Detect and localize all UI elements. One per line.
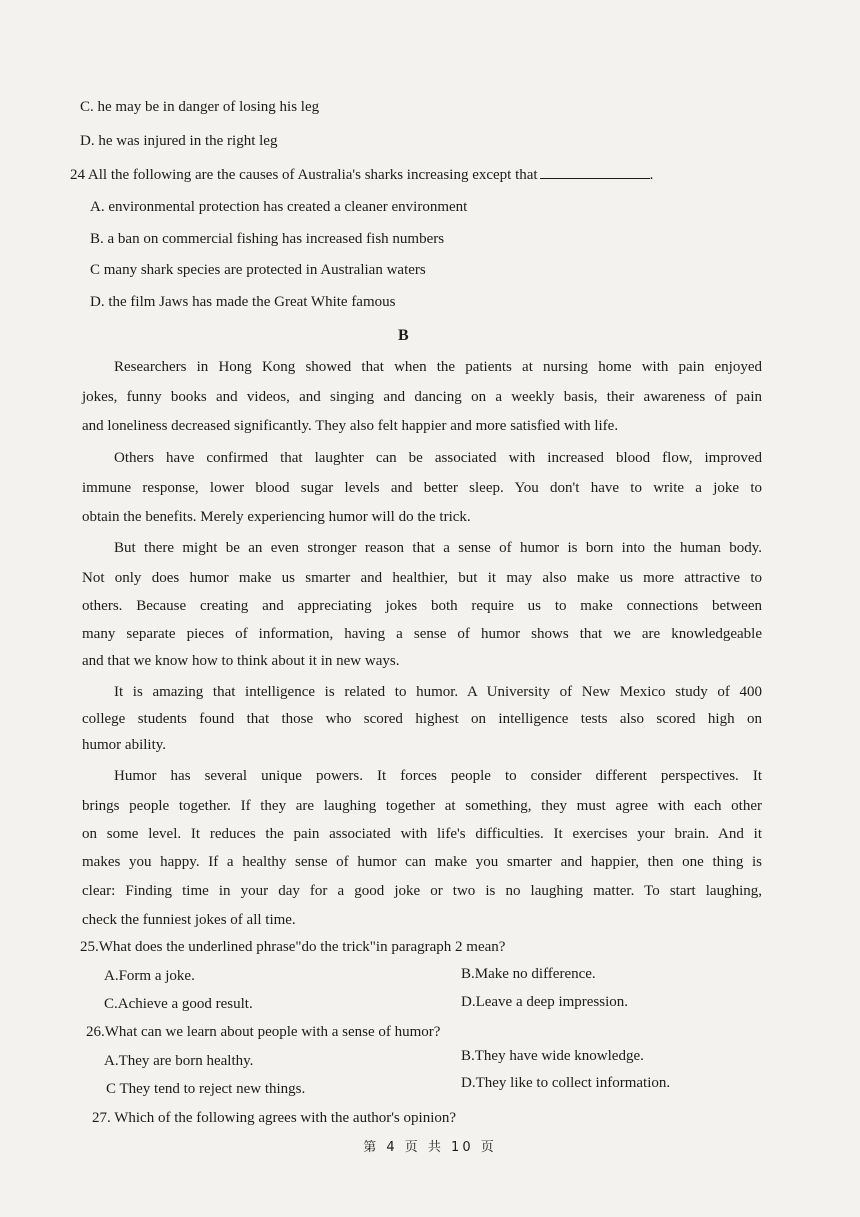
q27-stem: 27. Which of the following agrees with the author's opinion?: [92, 1110, 457, 1126]
q25-option-a: A.Form a joke.: [104, 968, 195, 984]
q25-option-d: D.Leave a deep impression.: [461, 994, 629, 1010]
passage-p3-line: Not only does humor make us smarter and healthier, but it may also make us more attractive to: [82, 570, 762, 586]
q24-option-a: A. environmental protection has created a cleaner environment: [90, 199, 468, 215]
q24-option-b: B. a ban on commercial fishing has increased fish numbers: [90, 231, 445, 247]
q26-option-a: A.They are born healthy.: [104, 1053, 254, 1069]
passage-p4-line: college students found that those who scored highest on intelligence tests also scored high on: [82, 711, 762, 727]
passage-p5-line: on some level. It reduces the pain associated with life's difficulties. It exercises your brain. And it: [82, 826, 762, 842]
q24-stem-period: .: [649, 167, 654, 183]
section-b-heading: B: [398, 327, 409, 344]
passage-p4-line: It is amazing that intelligence is related to humor. A University of New Mexico study of 400: [114, 684, 762, 700]
q23-option-d: D. he was injured in the right leg: [80, 133, 278, 149]
passage-p5-line: makes you happy. If a healthy sense of humor can make you smarter and happier, then one thing is: [82, 854, 762, 870]
passage-p2-line: obtain the benefits. Merely experiencing humor will do the trick.: [82, 509, 471, 525]
passage-p1-line: and loneliness decreased significantly. They also felt happier and more satisfied with life.: [82, 418, 619, 434]
answer-blank: [540, 164, 650, 179]
passage-p1-line: jokes, funny books and videos, and singing and dancing on a weekly basis, their awareness of pain: [82, 389, 762, 405]
q25-stem: 25.What does the underlined phrase"do the trick"in paragraph 2 mean?: [80, 939, 506, 955]
passage-p1-line: Researchers in Hong Kong showed that when the patients at nursing home with pain enjoyed: [114, 359, 762, 375]
passage-p2-line: immune response, lower blood sugar levels and better sleep. You don't have to write a joke to: [82, 480, 762, 496]
q25-option-b: B.Make no difference.: [461, 966, 596, 982]
passage-p3-line: and that we know how to think about it in new ways.: [82, 653, 400, 669]
q24-stem: [70, 164, 653, 185]
q25-option-c: C.Achieve a good result.: [104, 996, 253, 1012]
q24-option-c: C many shark species are protected in Australian waters: [90, 262, 426, 278]
passage-p5-line: Humor has several unique powers. It forces people to consider different perspectives. It: [114, 768, 762, 784]
q26-option-d: D.They like to collect information.: [461, 1075, 671, 1091]
q26-option-c: C They tend to reject new things.: [106, 1081, 306, 1097]
q26-stem: 26.What can we learn about people with a sense of humor?: [86, 1024, 441, 1040]
passage-p3-line: others. Because creating and appreciating jokes both require us to make connections between: [82, 598, 762, 614]
page-number-footer: 第 4 页 共 10 页: [363, 1140, 497, 1155]
q23-option-c: C. he may be in danger of losing his leg: [80, 99, 320, 115]
q26-option-b: B.They have wide knowledge.: [461, 1048, 644, 1064]
passage-p5-line: clear: Finding time in your day for a good joke or two is no laughing matter. To start laughing,: [82, 883, 762, 899]
q24-stem-text: 24 All the following are the causes of Australia's sharks increasing except that: [70, 167, 538, 183]
passage-p3-line: many separate pieces of information, having a sense of humor shows that we are knowledgeable: [82, 626, 762, 642]
passage-p4-line: humor ability.: [82, 737, 167, 753]
passage-p2-line: Others have confirmed that laughter can be associated with increased blood flow, improved: [114, 450, 762, 466]
passage-p3-line: But there might be an even stronger reason that a sense of humor is born into the human body.: [114, 540, 762, 556]
q24-option-d: D. the film Jaws has made the Great White famous: [90, 294, 396, 310]
passage-p5-line: check the funniest jokes of all time.: [82, 912, 296, 928]
passage-p5-line: brings people together. If they are laughing together at something, they must agree with each other: [82, 798, 762, 814]
